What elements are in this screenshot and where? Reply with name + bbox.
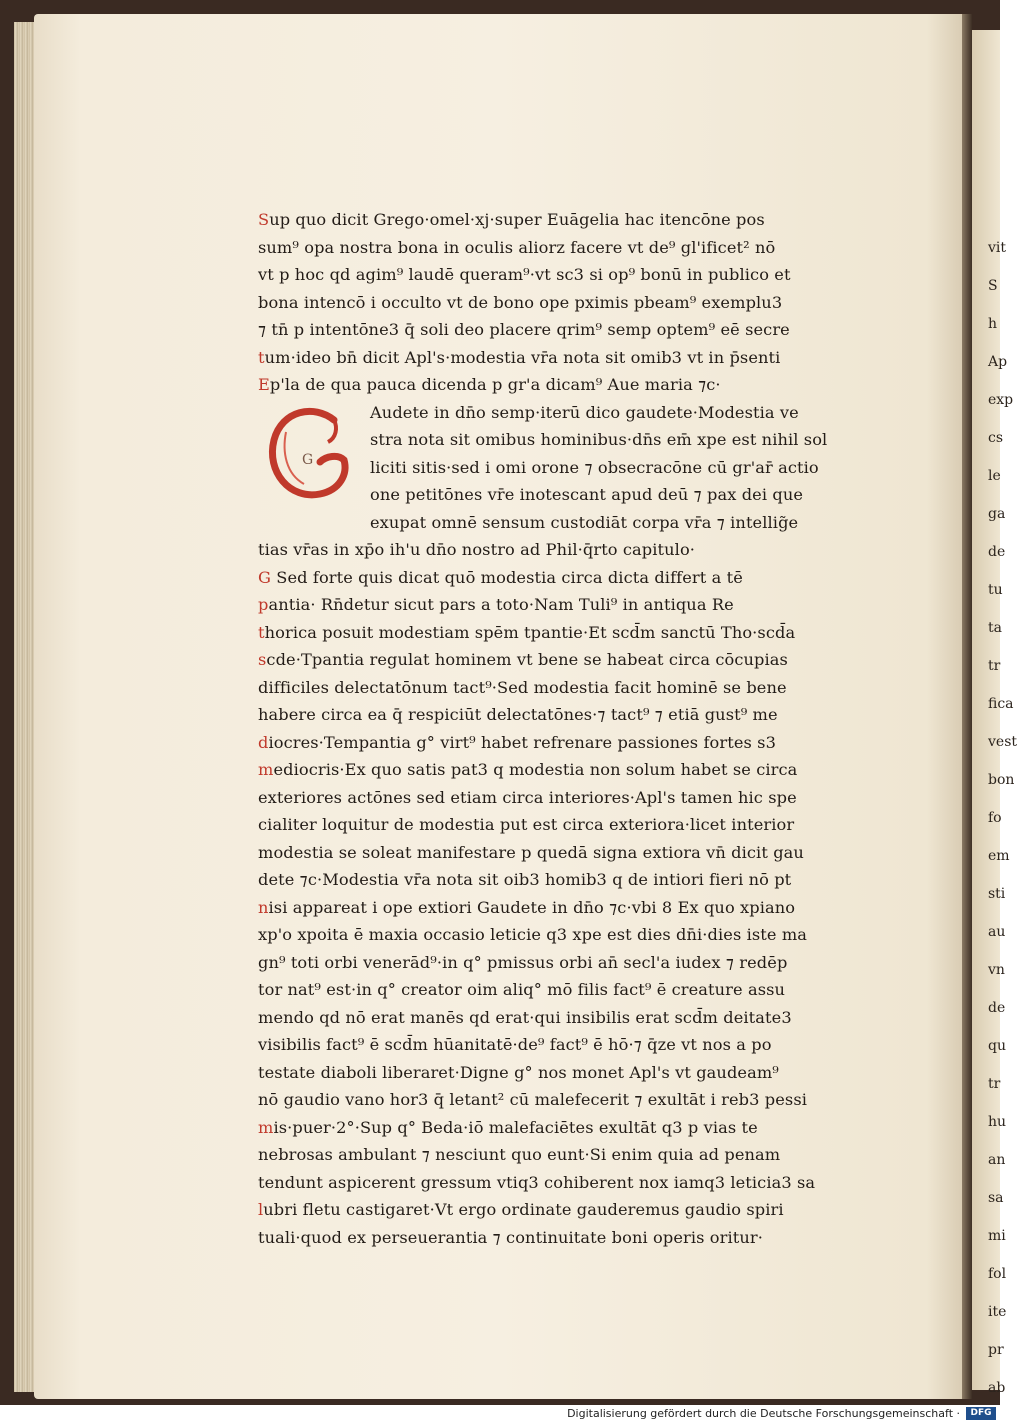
text-line: exteriores actōnes sed etiam circa interiores·Apl's tamen hic spe bbox=[258, 787, 797, 807]
text-line: Sup quo dicit Grego·omel·xj·super Euāgelia hac itencōne pos bbox=[258, 210, 765, 229]
right-page-fragment: em bbox=[988, 848, 1010, 864]
right-page-fragment: tr bbox=[988, 658, 1001, 674]
right-page-fragment: le bbox=[988, 468, 1001, 484]
text-line: habere circa ea q̄ respiciūt delectatōnes·⁊ tact⁹ ⁊ etiā gust⁹ me bbox=[258, 705, 778, 724]
right-page-fragment: qu bbox=[988, 1038, 1006, 1054]
initial-guide-letter: G bbox=[302, 452, 314, 468]
text-line: tuali·quod ex perseuerantia ⁊ continuitate boni operis oritur· bbox=[258, 1227, 763, 1247]
text-line: one petitōnes vr̄e inotescant apud deū ⁊ pax dei que bbox=[370, 485, 804, 504]
text-line: bona intencō i occulto vt de bono ope pximis pbeam⁹ exemplu3 bbox=[258, 292, 783, 312]
text-line: nebrosas ambulant ⁊ nesciunt quo eunt·Si enim quia ad penam bbox=[258, 1145, 781, 1164]
text-line: mis·puer·2°·Sup q° Beda·iō malefaciētes exultāt q3 p vias te bbox=[258, 1117, 758, 1137]
right-page-fragment: pr bbox=[988, 1342, 1004, 1358]
text-line: G Sed forte quis dicat quō modestia circa dicta differt a tē bbox=[258, 567, 743, 587]
text-line: difficiles delectatōnum tact⁹·Sed modestia facit hominē se bene bbox=[258, 677, 787, 697]
illuminated-initial bbox=[264, 402, 359, 504]
right-page-fragment: ab bbox=[988, 1380, 1006, 1396]
text-line: gn⁹ toti orbi venerād⁹·in q° pmissus orbi an̄ secl'a iudex ⁊ redēp bbox=[258, 952, 788, 972]
right-page-fragment: cs bbox=[988, 430, 1004, 446]
dfg-logo: DFG bbox=[966, 1407, 996, 1420]
right-page-fragment: Ap bbox=[988, 354, 1008, 370]
text-line: Ep'la de qua pauca dicenda p gr'a dicam⁹ Aue maria ⁊c· bbox=[258, 375, 721, 394]
right-page-fragment: sa bbox=[988, 1190, 1004, 1206]
right-page-fragment: fica bbox=[988, 696, 1014, 712]
text-line: liciti sitis·sed i omi orone ⁊ obsecracōne cū gr'ar̄ actio bbox=[370, 457, 819, 477]
text-line: tias vr̄as in xp̄o ih'u dn̄o nostro ad Phil·q̄rto capitulo· bbox=[258, 540, 696, 559]
text-line: nō gaudio vano hor3 q̄ letant² cū malefecerit ⁊ exultāt i reb3 pessi bbox=[258, 1090, 808, 1109]
text-line: tum·ideo bn̄ dicit Apl's·modestia vr̄a nota sit omib3 vt in p̄senti bbox=[258, 347, 781, 367]
right-page-fragment: tr bbox=[988, 1076, 1001, 1092]
text-line: thorica posuit modestiam spēm tpantie·Et scd̄m sanctū Tho·scd̄a bbox=[258, 622, 796, 642]
text-line: pantia· Rn̄detur sicut pars a toto·Nam Tuli⁹ in antiqua Re bbox=[258, 595, 734, 614]
text-line: stra nota sit omibus hominibus·dn̄s em̄ xpe est nihil sol bbox=[370, 430, 828, 449]
right-page-fragment: hu bbox=[988, 1114, 1007, 1130]
text-line: cialiter loquitur de modestia put est circa exteriora·licet interior bbox=[258, 815, 795, 834]
right-page-fragment: au bbox=[988, 924, 1006, 940]
text-line: exupat omnē sensum custodiāt corpa vr̄a ⁊ intellig̃e bbox=[370, 512, 799, 532]
text-line: tendunt aspicerent gressum vtiq3 cohiberent nox iamq3 leticia3 sa bbox=[258, 1172, 816, 1192]
text-line: sum⁹ opa nostra bona in oculis aliorz facere vt de⁹ gl'ificet² nō bbox=[258, 237, 776, 257]
text-line: dete ⁊c·Modestia vr̄a nota sit oib3 homib3 q de intiori fieri nō pt bbox=[258, 870, 792, 889]
right-page-fragment: ite bbox=[988, 1304, 1007, 1320]
text-line: lubri fletu castigaret·Vt ergo ordinate gauderemus gaudio spiri bbox=[258, 1200, 784, 1219]
right-page-fragment: bon bbox=[988, 772, 1015, 788]
right-page-fragment: fol bbox=[988, 1266, 1007, 1282]
right-page-fragment: exp bbox=[988, 392, 1014, 408]
text-line: diocres·Tempantia g° virt⁹ habet refrenare passiones fortes s3 bbox=[258, 732, 776, 752]
right-page-fragment: vn bbox=[988, 962, 1005, 978]
text-line: tor nat⁹ est·in q° creator oim aliq° mō filis fact⁹ ē creature assu bbox=[258, 980, 786, 999]
text-line: ⁊ tn̄ p intentōne3 q̄ soli deo placere qrim⁹ semp optem⁹ eē secre bbox=[258, 320, 790, 339]
right-page-fragment: h bbox=[988, 316, 998, 332]
right-page-fragment: fo bbox=[988, 810, 1002, 826]
right-page-fragment: de bbox=[988, 544, 1006, 560]
text-line: modestia se soleat manifestare p quedā signa extiora vn̄ dicit gau bbox=[258, 842, 804, 862]
right-page-fragment: de bbox=[988, 1000, 1006, 1016]
footer-credit: Digitalisierung gefördert durch die Deutsche Forschungsgemeinschaft · bbox=[567, 1407, 960, 1420]
text-line: testate diaboli liberaret·Digne g° nos monet Apl's vt gaudeam⁹ bbox=[258, 1062, 779, 1082]
right-page-fragment: vit bbox=[988, 240, 1007, 256]
right-page-fragment: ta bbox=[988, 620, 1002, 636]
text-line: mendo qd nō erat manēs qd erat·qui insibilis erat scd̄m deitate3 bbox=[258, 1007, 792, 1027]
right-page-fragment: sti bbox=[988, 886, 1006, 902]
right-page-fragment: ga bbox=[988, 506, 1006, 522]
text-line: scde·Tpantia regulat hominem vt bene se habeat circa cōcupias bbox=[258, 650, 788, 669]
right-page-fragment: S bbox=[988, 278, 998, 294]
right-page-fragment: mi bbox=[988, 1228, 1006, 1244]
text-line: vt p hoc qd agim⁹ laudē queram⁹·vt sc3 si op⁹ bonū in publico et bbox=[258, 265, 791, 284]
right-page-fragment: tu bbox=[988, 582, 1003, 598]
text-line: xp'o xpoita ē maxia occasio leticie q3 xpe est dies dn̄i·dies iste ma bbox=[258, 925, 808, 944]
right-page-fragment: an bbox=[988, 1152, 1006, 1168]
text-line: mediocris·Ex quo satis pat3 q modestia non solum habet se circa bbox=[258, 760, 798, 779]
text-line: nisi appareat i ope extiori Gaudete in dn̄o ⁊c·vbi 8 Ex quo xpiano bbox=[258, 897, 796, 917]
book-gutter bbox=[962, 14, 972, 1399]
text-line: visibilis fact⁹ ē scd̄m hūanitatē·de⁹ fact⁹ ē hō·⁊ q̄ze vt nos a po bbox=[258, 1035, 772, 1054]
text-line: Audete in dn̄o semp·iterū dico gaudete·Modestia ve bbox=[370, 402, 799, 422]
footer-bar bbox=[0, 1405, 1000, 1423]
right-page-fragment: vest bbox=[988, 734, 1017, 750]
